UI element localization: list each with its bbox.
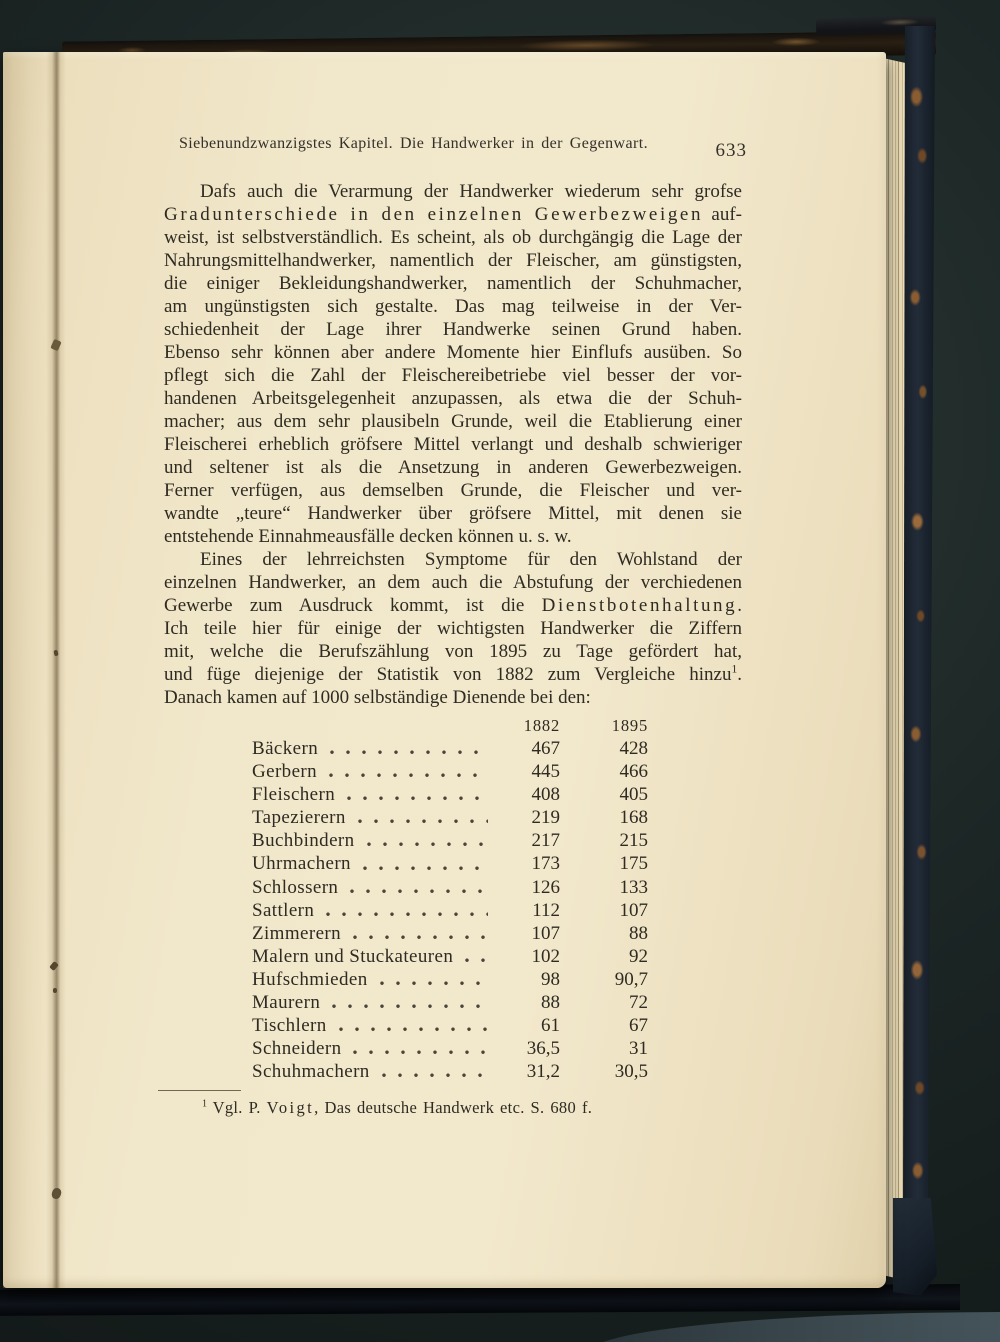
text-line: Nahrungsmittelhandwerker, namentlich der Fleischer, am günstigsten,: [164, 250, 742, 271]
text-line: Dafs auch die Verarmung der Handwerker wiederum sehr grofse: [200, 181, 742, 202]
table-row: [252, 852, 648, 875]
table-header-row: [252, 714, 648, 737]
value-1882: 445: [531, 761, 560, 783]
body-paragraphs: [164, 180, 742, 709]
trade-label: Hufschmieden: [252, 968, 368, 990]
table-row: [252, 760, 648, 783]
table-row: [252, 806, 648, 829]
table-surface: [590, 1312, 1000, 1342]
text-line: und füge diejenige der Statistik von 1882 zum Vergleiche hinzu$^1$.: [164, 662, 742, 685]
column-header-1895: 1895: [611, 716, 648, 735]
value-1895: 90,7: [614, 968, 648, 990]
value-1895: 30,5: [614, 1061, 648, 1083]
text-line: Gradunterschiede in den einzelnen Gewerbezweigen auf-: [164, 204, 742, 225]
dot-leader: [329, 773, 488, 778]
gutter-shadow: [3, 52, 49, 1288]
table-row: [252, 1037, 648, 1060]
text-line: Ferner verfügen, aus demselben Grunde, die Fleischer und ver-: [164, 480, 742, 501]
value-1882: 88: [541, 992, 560, 1014]
dot-leader: [380, 981, 488, 986]
value-1882: 173: [531, 853, 560, 875]
value-1882: 98: [541, 968, 560, 990]
table-row: [252, 1060, 648, 1083]
footnote-marker: 1: [202, 1098, 208, 1110]
trade-label: Uhrmachern: [252, 853, 351, 875]
value-1895: 215: [619, 830, 648, 852]
value-1882: 467: [531, 738, 560, 759]
trade-label: Buchbindern: [252, 830, 355, 852]
dot-leader: [339, 1027, 488, 1032]
text-line: einzelnen Handwerker, an dem auch die Abstufung der verchiedenen: [164, 572, 742, 593]
value-1882: 36,5: [526, 1038, 560, 1060]
value-1882: 217: [531, 830, 560, 852]
dot-leader: [358, 819, 488, 824]
value-1882: 126: [531, 876, 560, 898]
table-row: [252, 829, 648, 852]
table-row: [252, 737, 648, 760]
table-row: [252, 1014, 648, 1037]
trade-label: Malern und Stuckateuren: [252, 945, 454, 967]
text-line: mit, welche die Berufszählung von 1895 zu Tage gefördert hat,: [164, 641, 742, 662]
value-1895: 175: [619, 853, 648, 875]
text-line: schiedenheit der Lage ihrer Handwerke seinen Grund haben.: [164, 319, 742, 340]
footnote-text: $^1$ Vgl. P. Voigt, Das deutsche Handwerk etc. S. 680 f.: [202, 1098, 593, 1117]
value-1882: 61: [541, 1015, 560, 1037]
value-1895: 428: [619, 738, 648, 759]
value-1882: 102: [531, 945, 560, 967]
value-1895: 168: [619, 807, 648, 829]
value-1882: 219: [531, 807, 560, 829]
trade-label: Schlossern: [252, 876, 339, 898]
trade-label: Schuhmachern: [252, 1061, 370, 1083]
text-line: weist, ist selbstverständlich. Es scheint, als ob durchgängig die Lage der: [164, 227, 742, 248]
trade-label: Zimmerern: [252, 922, 342, 944]
text-line: pflegt sich die Zahl der Fleischereibetriebe viel besser der vor-: [164, 365, 742, 386]
text-block: [164, 180, 742, 1083]
value-1895: 466: [619, 761, 648, 783]
footnote-rule: [158, 1090, 241, 1091]
trade-label: Schneidern: [252, 1038, 342, 1060]
text-line: Ich teile hier für einige der wichtigsten Handwerker die Ziffern: [164, 618, 742, 639]
table-row: [252, 922, 648, 945]
book-page: [3, 52, 886, 1288]
table-rows: [252, 737, 648, 1083]
value-1895: 31: [629, 1038, 648, 1060]
page-number: 633: [715, 140, 747, 161]
marbled-cover-edge: [903, 26, 935, 1206]
dot-leader: [363, 866, 488, 871]
text-line: am ungünstigsten sich gestalte. Das mag teilweise in der Ver-: [164, 296, 742, 317]
dot-leader: [326, 912, 488, 917]
text-line: handenen Arbeitsgelegenheit anzupassen, als etwa die der Schuh-: [164, 388, 742, 409]
trade-label: Tischlern: [252, 1015, 327, 1037]
text-line: die einiger Bekleidungshandwerker, namentlich der Schuhmacher,: [164, 273, 742, 294]
value-1895: 88: [629, 922, 648, 944]
trade-label: Sattlern: [252, 899, 315, 921]
dot-leader: [330, 750, 488, 755]
page-edges: [883, 58, 905, 1280]
value-1895: 107: [619, 899, 648, 921]
text-line: wandte „teure“ Handwerker über gröfsere Mittel, mit denen sie: [164, 503, 742, 524]
value-1882: 31,2: [526, 1061, 560, 1083]
servants-statistics-table: [252, 714, 648, 1083]
text-line: Fleischerei erheblich gröfsere Mittel verlangt und deshalb schwieriger: [164, 434, 742, 455]
value-1882: 112: [532, 899, 560, 921]
footnote: [164, 1090, 741, 1118]
value-1895: 72: [629, 992, 648, 1014]
value-1895: 133: [619, 876, 648, 898]
trade-label: Bäckern: [252, 738, 319, 759]
value-1895: 92: [629, 945, 648, 967]
dot-leader: [382, 1073, 488, 1078]
dot-leader: [353, 935, 488, 940]
trade-label: Tapezierern: [252, 807, 346, 829]
text-line: Danach kamen auf 1000 selbständige Dienende bei den:: [164, 687, 591, 708]
trade-label: Fleischern: [252, 784, 336, 806]
value-1895: 405: [619, 784, 648, 806]
trade-label: Gerbern: [252, 761, 318, 783]
leather-cover-corner: [893, 1198, 937, 1296]
dot-leader: [353, 1050, 488, 1055]
dot-leader: [347, 796, 488, 801]
dot-leader: [350, 889, 488, 894]
table-row: [252, 783, 648, 806]
column-header-1882: 1882: [523, 716, 560, 735]
table-row: [252, 876, 648, 899]
text-line: und seltener ist als die Ansetzung in anderen Gewerbezweigen.: [164, 457, 742, 478]
table-row: [252, 945, 648, 968]
value-1882: 107: [531, 922, 560, 944]
dot-leader: [465, 958, 488, 963]
dot-leader: [332, 1004, 488, 1009]
book-cover-bottom-edge: [0, 1284, 960, 1316]
text-line: Gewerbe zum Ausdruck kommt, ist die Dienstbotenhaltung.: [164, 595, 742, 616]
text-line: macher; aus dem sehr plausibeln Grunde, weil die Etablierung einer: [164, 411, 742, 432]
page-header: [164, 133, 747, 161]
trade-label: Maurern: [252, 992, 321, 1014]
binding-thread-mark: [53, 988, 57, 993]
text-line: Eines der lehrreichsten Symptome für den Wohlstand der: [200, 549, 742, 570]
value-1882: 408: [531, 784, 560, 806]
running-title: Siebenundzwanzigstes Kapitel. Die Handwerker in der Gegenwart.: [179, 135, 648, 152]
table-row: [252, 991, 648, 1014]
text-line: entstehende Einnahmeausfälle decken können u. s. w.: [164, 526, 572, 547]
table-row: [252, 899, 648, 922]
value-1895: 67: [629, 1015, 648, 1037]
dot-leader: [367, 842, 488, 847]
text-line: Ebenso sehr können aber andere Momente hier Einflufs ausüben. So: [164, 342, 742, 363]
binding-crease: [46, 52, 66, 1288]
table-row: [252, 968, 648, 991]
